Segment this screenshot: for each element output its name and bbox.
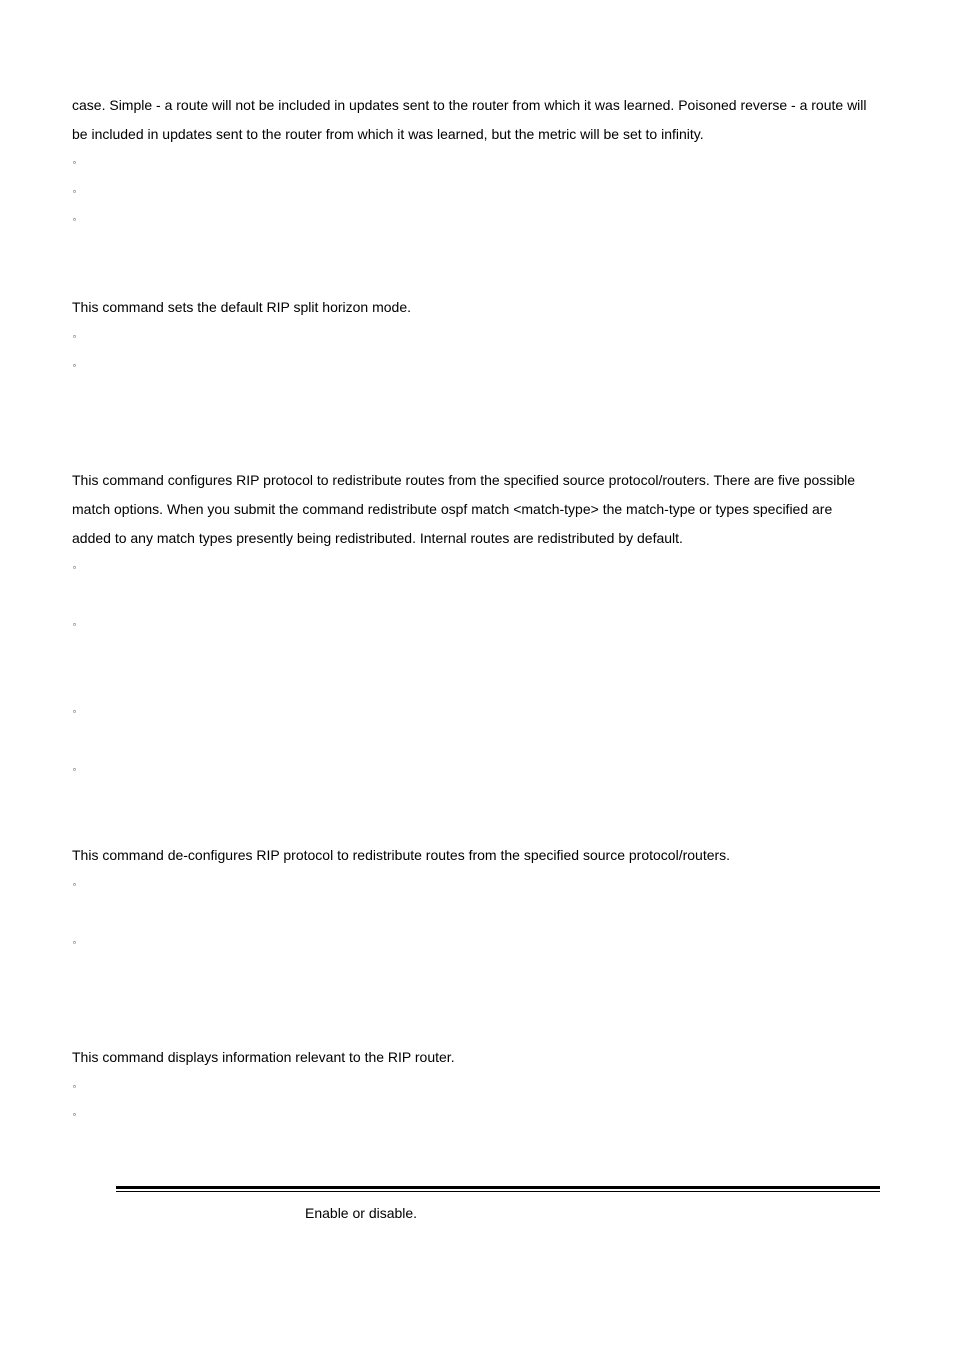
show-rip-description: This command displays information relevant to the RIP router.: [72, 1049, 455, 1065]
list-bullet: ▫: [73, 707, 76, 716]
table-cell-definition: Enable or disable.: [305, 1205, 418, 1221]
list-bullet: ▫: [73, 1082, 76, 1091]
list-bullet: ▫: [73, 938, 76, 947]
list-bullet: ▫: [73, 332, 76, 341]
no-redistribute-description: This command de-configures RIP protocol to redistribute routes from the specified source protocol/routers.: [72, 847, 731, 863]
table-header-rule: [116, 1191, 880, 1192]
list-bullet: ▫: [73, 563, 76, 572]
list-bullet: ▫: [73, 187, 76, 196]
no-split-horizon-description: This command sets the default RIP split horizon mode.: [72, 299, 412, 315]
list-bullet: ▫: [73, 620, 76, 629]
list-bullet: ▫: [73, 765, 76, 774]
split-horizon-description-line-2: be included in updates sent to the router from which it was learned, but the metric will be set to infinity.: [72, 126, 704, 142]
list-bullet: ▫: [73, 361, 76, 370]
table-top-rule: [116, 1186, 880, 1189]
redistribute-description-line-1: This command configures RIP protocol to redistribute routes from the specified source protocol/routers. There are five possible: [72, 472, 856, 488]
list-bullet: ▫: [73, 1110, 76, 1119]
redistribute-description-line-3: added to any match types presently being redistributed. Internal routes are redistributed by default.: [72, 530, 683, 546]
list-bullet: ▫: [73, 158, 76, 167]
list-bullet: ▫: [73, 880, 76, 889]
list-bullet: ▫: [73, 215, 76, 224]
split-horizon-description-line-1: case. Simple - a route will not be included in updates sent to the router from which it was learned. Poisoned reverse - a route will: [72, 97, 867, 113]
redistribute-description-line-2: match options. When you submit the command redistribute ospf match <match-type> the match-type or types specified are: [72, 501, 833, 517]
